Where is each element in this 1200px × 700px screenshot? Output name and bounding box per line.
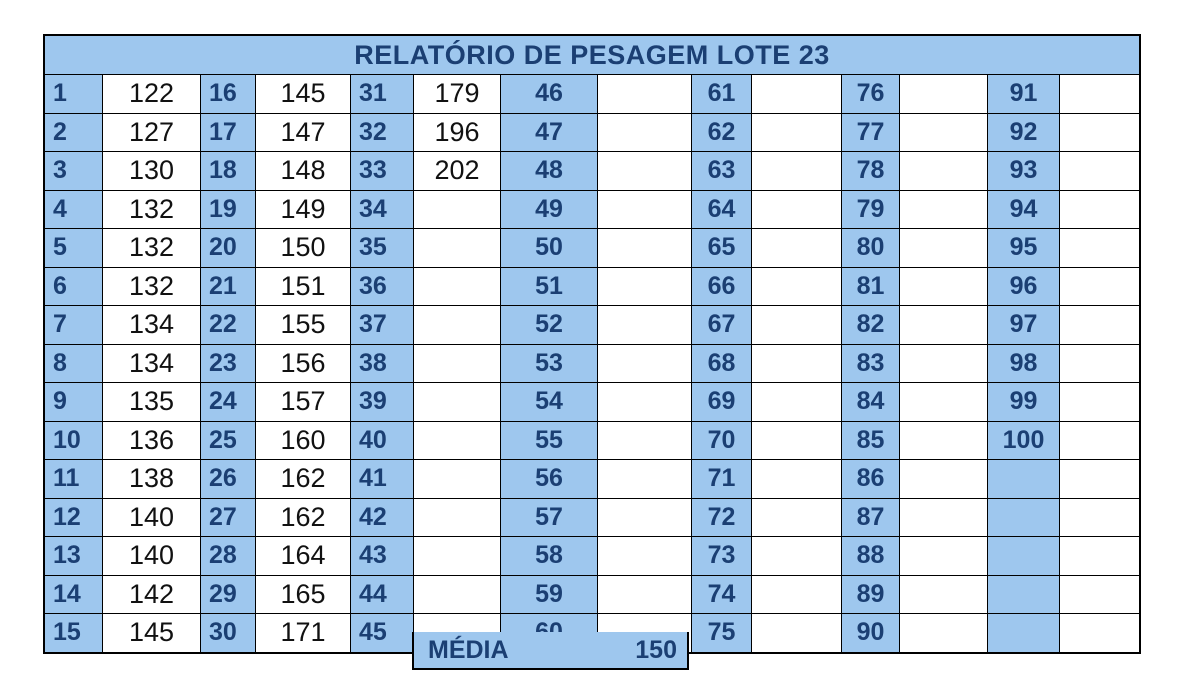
weight-value: 145 [255, 75, 350, 113]
item-number: 2 [45, 114, 102, 152]
item-number: 59 [500, 576, 597, 614]
item-number: 61 [691, 75, 751, 113]
item-number: 88 [841, 537, 899, 575]
item-number: 26 [200, 460, 255, 498]
item-number: 33 [350, 152, 413, 190]
weight-value: 145 [102, 614, 200, 652]
weight-value: 147 [255, 114, 350, 152]
item-number: 4 [45, 191, 102, 229]
weight-value [899, 191, 987, 229]
weight-value: 127 [102, 114, 200, 152]
weight-value: 138 [102, 460, 200, 498]
weight-value [751, 191, 841, 229]
item-number: 80 [841, 229, 899, 267]
item-number: 63 [691, 152, 751, 190]
item-number: 79 [841, 191, 899, 229]
weight-value: 140 [102, 537, 200, 575]
weight-value [413, 576, 500, 614]
item-number: 68 [691, 345, 751, 383]
item-number: 44 [350, 576, 413, 614]
weight-value [1059, 383, 1139, 421]
weight-value [413, 268, 500, 306]
item-number: 21 [200, 268, 255, 306]
weight-value [1059, 537, 1139, 575]
weight-value: 148 [255, 152, 350, 190]
weight-value [751, 614, 841, 652]
item-number: 27 [200, 499, 255, 537]
weight-value: 164 [255, 537, 350, 575]
item-number: 100 [987, 422, 1059, 460]
item-number: 58 [500, 537, 597, 575]
weight-value [597, 499, 691, 537]
item-number: 6 [45, 268, 102, 306]
weight-value: 140 [102, 499, 200, 537]
item-number: 73 [691, 537, 751, 575]
weight-value [751, 383, 841, 421]
item-number: 16 [200, 75, 255, 113]
weight-value [597, 306, 691, 344]
weight-value [751, 537, 841, 575]
item-number: 84 [841, 383, 899, 421]
item-number: 67 [691, 306, 751, 344]
weight-value: 130 [102, 152, 200, 190]
weight-value [597, 268, 691, 306]
item-number: 95 [987, 229, 1059, 267]
weight-value [413, 499, 500, 537]
item-number: 23 [200, 345, 255, 383]
weight-value [751, 229, 841, 267]
item-number: 46 [500, 75, 597, 113]
weight-value: 132 [102, 191, 200, 229]
weight-value [597, 537, 691, 575]
weight-value: 151 [255, 268, 350, 306]
item-number: 83 [841, 345, 899, 383]
item-number: 12 [45, 499, 102, 537]
weight-value [899, 152, 987, 190]
item-number: 76 [841, 75, 899, 113]
weight-value [597, 114, 691, 152]
item-number: 43 [350, 537, 413, 575]
weight-value [751, 306, 841, 344]
weight-value [751, 422, 841, 460]
weight-value: 134 [102, 306, 200, 344]
weight-value [1059, 152, 1139, 190]
item-number: 91 [987, 75, 1059, 113]
item-number: 38 [350, 345, 413, 383]
item-number: 70 [691, 422, 751, 460]
item-number: 52 [500, 306, 597, 344]
weight-value [413, 306, 500, 344]
item-number: 85 [841, 422, 899, 460]
weight-value: 132 [102, 268, 200, 306]
item-number: 3 [45, 152, 102, 190]
item-number: 97 [987, 306, 1059, 344]
weight-value [1059, 114, 1139, 152]
weight-value [899, 422, 987, 460]
item-number: 51 [500, 268, 597, 306]
weight-value [899, 576, 987, 614]
weight-value: 150 [255, 229, 350, 267]
weight-value: 134 [102, 345, 200, 383]
item-number: 22 [200, 306, 255, 344]
weight-value [1059, 345, 1139, 383]
weight-value: 122 [102, 75, 200, 113]
item-number: 28 [200, 537, 255, 575]
item-number: 36 [350, 268, 413, 306]
item-number: 20 [200, 229, 255, 267]
weight-value: 135 [102, 383, 200, 421]
weight-value [899, 460, 987, 498]
item-number: 74 [691, 576, 751, 614]
item-number: 94 [987, 191, 1059, 229]
item-number: 18 [200, 152, 255, 190]
weight-value [751, 345, 841, 383]
item-number: 1 [45, 75, 102, 113]
item-number: 9 [45, 383, 102, 421]
weight-value [899, 383, 987, 421]
item-number: 54 [500, 383, 597, 421]
weight-value [1059, 499, 1139, 537]
item-number: 87 [841, 499, 899, 537]
item-number: 53 [500, 345, 597, 383]
item-number: 25 [200, 422, 255, 460]
item-number: 64 [691, 191, 751, 229]
item-number: 50 [500, 229, 597, 267]
item-number [987, 576, 1059, 614]
weight-value: 202 [413, 152, 500, 190]
weight-value [597, 229, 691, 267]
weight-value [413, 460, 500, 498]
item-number: 62 [691, 114, 751, 152]
item-number: 30 [200, 614, 255, 652]
weight-value [1059, 229, 1139, 267]
weight-value [413, 537, 500, 575]
weight-value [899, 229, 987, 267]
item-number: 15 [45, 614, 102, 652]
item-number: 13 [45, 537, 102, 575]
report-title: RELATÓRIO DE PESAGEM LOTE 23 [45, 36, 1139, 74]
item-number: 32 [350, 114, 413, 152]
item-number: 86 [841, 460, 899, 498]
weight-value [1059, 306, 1139, 344]
item-number: 72 [691, 499, 751, 537]
item-number: 92 [987, 114, 1059, 152]
item-number: 41 [350, 460, 413, 498]
item-number: 75 [691, 614, 751, 652]
average-label: MÉDIA [428, 635, 509, 664]
item-number: 77 [841, 114, 899, 152]
weight-value [597, 345, 691, 383]
item-number: 71 [691, 460, 751, 498]
weight-value: 171 [255, 614, 350, 652]
item-number: 66 [691, 268, 751, 306]
item-number: 98 [987, 345, 1059, 383]
item-number: 39 [350, 383, 413, 421]
item-number [987, 460, 1059, 498]
weight-value [899, 345, 987, 383]
average-value: 150 [635, 635, 677, 664]
weight-value [413, 229, 500, 267]
average-box [412, 632, 689, 670]
weight-value [751, 499, 841, 537]
item-number: 7 [45, 306, 102, 344]
weight-value: 149 [255, 191, 350, 229]
item-number: 11 [45, 460, 102, 498]
weight-value: 165 [255, 576, 350, 614]
weight-value [1059, 75, 1139, 113]
weighing-report-table [43, 34, 1141, 654]
weight-value: 156 [255, 345, 350, 383]
item-number: 65 [691, 229, 751, 267]
item-number: 8 [45, 345, 102, 383]
weight-value [1059, 422, 1139, 460]
item-number: 29 [200, 576, 255, 614]
item-number: 99 [987, 383, 1059, 421]
item-number: 10 [45, 422, 102, 460]
weight-value: 155 [255, 306, 350, 344]
item-number: 56 [500, 460, 597, 498]
weight-value: 196 [413, 114, 500, 152]
weight-value [1059, 576, 1139, 614]
item-number: 57 [500, 499, 597, 537]
item-number: 31 [350, 75, 413, 113]
weight-value [597, 576, 691, 614]
weight-value [899, 268, 987, 306]
weight-value: 162 [255, 499, 350, 537]
weight-value [751, 268, 841, 306]
item-number: 82 [841, 306, 899, 344]
item-number: 55 [500, 422, 597, 460]
weight-value [413, 345, 500, 383]
weight-value [899, 537, 987, 575]
weight-value [1059, 614, 1139, 652]
weight-value [899, 114, 987, 152]
item-number: 78 [841, 152, 899, 190]
weight-value [413, 422, 500, 460]
item-number: 96 [987, 268, 1059, 306]
weight-value [899, 306, 987, 344]
weight-value [1059, 268, 1139, 306]
item-number: 14 [45, 576, 102, 614]
weight-value [597, 383, 691, 421]
item-number: 89 [841, 576, 899, 614]
item-number: 45 [350, 614, 413, 652]
item-number: 35 [350, 229, 413, 267]
item-number: 81 [841, 268, 899, 306]
item-number: 48 [500, 152, 597, 190]
item-number: 69 [691, 383, 751, 421]
weight-value: 160 [255, 422, 350, 460]
weight-value [413, 191, 500, 229]
weight-value [899, 499, 987, 537]
weight-value [597, 422, 691, 460]
item-number: 19 [200, 191, 255, 229]
item-number: 42 [350, 499, 413, 537]
weight-value [597, 152, 691, 190]
item-number: 37 [350, 306, 413, 344]
item-number: 40 [350, 422, 413, 460]
item-number: 93 [987, 152, 1059, 190]
item-number: 49 [500, 191, 597, 229]
weight-value [751, 152, 841, 190]
item-number [987, 499, 1059, 537]
weight-value: 162 [255, 460, 350, 498]
item-number [987, 537, 1059, 575]
weight-value [751, 576, 841, 614]
weight-value [1059, 191, 1139, 229]
weight-value [413, 383, 500, 421]
weight-value [899, 75, 987, 113]
weight-value [751, 114, 841, 152]
weight-value: 136 [102, 422, 200, 460]
weight-value [597, 191, 691, 229]
item-number: 90 [841, 614, 899, 652]
item-number: 47 [500, 114, 597, 152]
weight-value: 157 [255, 383, 350, 421]
weight-value: 142 [102, 576, 200, 614]
weight-value [1059, 460, 1139, 498]
weight-value [597, 75, 691, 113]
weight-value [751, 75, 841, 113]
item-number: 5 [45, 229, 102, 267]
item-number [987, 614, 1059, 652]
weight-value [899, 614, 987, 652]
weight-value: 179 [413, 75, 500, 113]
weight-value [597, 460, 691, 498]
weight-value: 132 [102, 229, 200, 267]
item-number: 17 [200, 114, 255, 152]
item-number: 24 [200, 383, 255, 421]
weight-value [751, 460, 841, 498]
item-number: 34 [350, 191, 413, 229]
